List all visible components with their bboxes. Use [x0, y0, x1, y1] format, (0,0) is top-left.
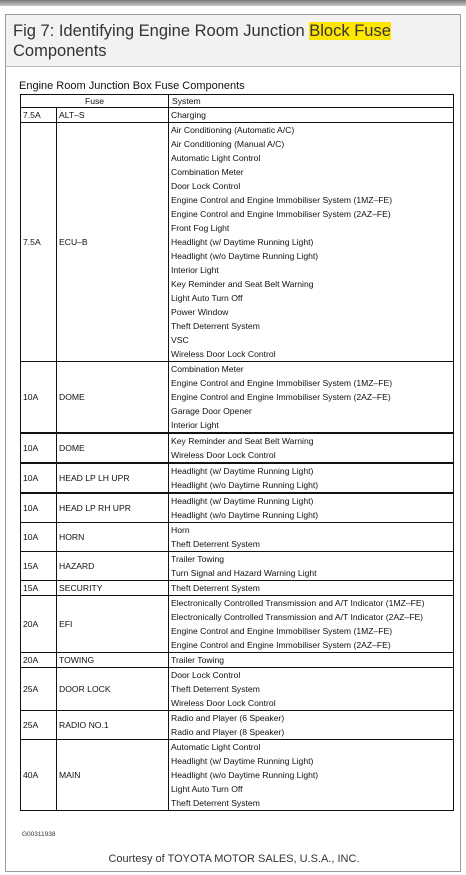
system-list	[169, 711, 454, 740]
system-item: Light Auto Turn Off	[171, 293, 243, 303]
system-item: Interior Light	[171, 420, 219, 430]
fuse-name: TOWING	[57, 653, 169, 668]
system-item: Key Reminder and Seat Belt Warning	[171, 436, 314, 446]
system-list	[169, 596, 454, 653]
system-item: Garage Door Opener	[171, 406, 252, 416]
fuse-amperage: 20A	[21, 653, 57, 668]
table-row	[21, 552, 454, 581]
fuse-name: DOME	[57, 433, 169, 463]
figure-frame	[5, 14, 461, 872]
system-item: Combination Meter	[171, 364, 244, 374]
system-item: Key Reminder and Seat Belt Warning	[171, 279, 314, 289]
system-item: Air Conditioning (Automatic A/C)	[171, 125, 295, 135]
fuse-name: MAIN	[57, 740, 169, 811]
system-item: Wireless Door Lock Control	[171, 349, 276, 359]
system-item: Automatic Light Control	[171, 153, 261, 163]
system-list	[169, 523, 454, 552]
fuse-name: HEAD LP RH UPR	[57, 493, 169, 523]
system-list	[169, 581, 454, 596]
system-item: Headlight (w/o Daytime Running Light)	[171, 510, 319, 520]
system-item: Trailer Towing	[171, 554, 225, 564]
fuse-amperage: 20A	[21, 596, 57, 653]
table-row	[21, 433, 454, 463]
system-item: Headlight (w/ Daytime Running Light)	[171, 496, 314, 506]
table-row	[21, 653, 454, 668]
document-title: Engine Room Junction Box Fuse Components	[19, 80, 245, 92]
system-item: Door Lock Control	[171, 181, 241, 191]
system-list	[169, 433, 454, 463]
system-item: Headlight (w/o Daytime Running Light)	[171, 480, 319, 490]
system-list	[169, 362, 454, 434]
system-item: Power Window	[171, 307, 229, 317]
fuse-name: EFI	[57, 596, 169, 653]
system-item: Electronically Controlled Transmission and A/T Indicator (2AZ–FE)	[171, 612, 424, 622]
figure-header	[6, 15, 460, 67]
system-item: Interior Light	[171, 265, 219, 275]
system-list	[169, 493, 454, 523]
system-item: Theft Deterrent System	[171, 798, 260, 808]
fuse-name: ECU–B	[57, 123, 169, 362]
system-item: Engine Control and Engine Immobiliser System (2AZ–FE)	[171, 209, 391, 219]
courtesy-caption: Courtesy of TOYOTA MOTOR SALES, U.S.A., INC.	[108, 853, 360, 865]
system-list	[169, 463, 454, 493]
system-item: Radio and Player (6 Speaker)	[171, 713, 285, 723]
system-list	[169, 123, 454, 362]
table-header-row	[21, 95, 454, 108]
table-row	[21, 362, 454, 434]
fuse-name: HORN	[57, 523, 169, 552]
system-item: Door Lock Control	[171, 670, 241, 680]
fuse-amperage: 25A	[21, 711, 57, 740]
system-item: Electronically Controlled Transmission and A/T Indicator (1MZ–FE)	[171, 598, 425, 608]
table-row	[21, 596, 454, 653]
system-item: Headlight (w/o Daytime Running Light)	[171, 251, 319, 261]
fuse-amperage: 25A	[21, 668, 57, 711]
system-item: Trailer Towing	[171, 655, 225, 665]
fuse-amperage: 7.5A	[21, 108, 57, 123]
system-item: VSC	[171, 335, 189, 345]
system-item: Headlight (w/ Daytime Running Light)	[171, 237, 314, 247]
figure-code: G00311938	[22, 831, 56, 838]
system-item: Turn Signal and Hazard Warning Light	[171, 568, 317, 578]
system-item: Horn	[171, 525, 190, 535]
system-item: Headlight (w/o Daytime Running Light)	[171, 770, 319, 780]
system-item: Air Conditioning (Manual A/C)	[171, 139, 285, 149]
table-row	[21, 463, 454, 493]
system-item: Engine Control and Engine Immobiliser System (2AZ–FE)	[171, 392, 391, 402]
fuse-name: DOME	[57, 362, 169, 434]
system-item: Headlight (w/ Daytime Running Light)	[171, 466, 314, 476]
fuse-name: HAZARD	[57, 552, 169, 581]
system-item: Theft Deterrent System	[171, 321, 260, 331]
system-item: Charging	[171, 110, 206, 120]
system-item: Radio and Player (8 Speaker)	[171, 727, 285, 737]
system-item: Wireless Door Lock Control	[171, 698, 276, 708]
title-text: Fig 7: Identifying Engine Room Junction	[13, 22, 310, 40]
table-row	[21, 668, 454, 711]
system-item: Wireless Door Lock Control	[171, 450, 276, 460]
system-item: Engine Control and Engine Immobiliser System (1MZ–FE)	[171, 195, 393, 205]
system-item: Combination Meter	[171, 167, 244, 177]
fuse-table	[20, 94, 454, 811]
fuse-name: HEAD LP LH UPR	[57, 463, 169, 493]
table-row	[21, 108, 454, 123]
system-item: Light Auto Turn Off	[171, 784, 243, 794]
system-item: Engine Control and Engine Immobiliser System (1MZ–FE)	[171, 626, 393, 636]
fuse-amperage: 10A	[21, 362, 57, 434]
title-text-end: Components	[13, 42, 107, 60]
fuse-name: SECURITY	[57, 581, 169, 596]
fuse-amperage: 7.5A	[21, 123, 57, 362]
fuse-amperage: 10A	[21, 523, 57, 552]
table-row	[21, 740, 454, 811]
fuse-amperage: 40A	[21, 740, 57, 811]
column-header-fuse: Fuse	[21, 95, 169, 108]
table-row	[21, 493, 454, 523]
fuse-amperage: 10A	[21, 493, 57, 523]
fuse-name: DOOR LOCK	[57, 668, 169, 711]
system-item: Front Fog Light	[171, 223, 230, 233]
highlighted-text: Block Fuse	[309, 22, 391, 40]
system-list	[169, 552, 454, 581]
fuse-name: ALT–S	[57, 108, 169, 123]
fuse-amperage: 15A	[21, 581, 57, 596]
system-list	[169, 740, 454, 811]
table-row	[21, 581, 454, 596]
system-item: Automatic Light Control	[171, 742, 261, 752]
column-header-system: System	[169, 95, 454, 108]
fuse-amperage: 10A	[21, 463, 57, 493]
table-row	[21, 711, 454, 740]
system-list	[169, 668, 454, 711]
figure-title	[13, 21, 453, 61]
fuse-amperage: 10A	[21, 433, 57, 463]
table-row	[21, 523, 454, 552]
top-bar	[0, 0, 466, 6]
system-item: Theft Deterrent System	[171, 539, 260, 549]
system-item: Headlight (w/ Daytime Running Light)	[171, 756, 314, 766]
system-item: Engine Control and Engine Immobiliser System (2AZ–FE)	[171, 640, 391, 650]
system-list	[169, 653, 454, 668]
system-item: Engine Control and Engine Immobiliser System (1MZ–FE)	[171, 378, 393, 388]
fuse-name: RADIO NO.1	[57, 711, 169, 740]
fuse-amperage: 15A	[21, 552, 57, 581]
table-body	[21, 108, 454, 811]
system-item: Theft Deterrent System	[171, 684, 260, 694]
system-item: Theft Deterrent System	[171, 583, 260, 593]
table-row	[21, 123, 454, 362]
system-list	[169, 108, 454, 123]
